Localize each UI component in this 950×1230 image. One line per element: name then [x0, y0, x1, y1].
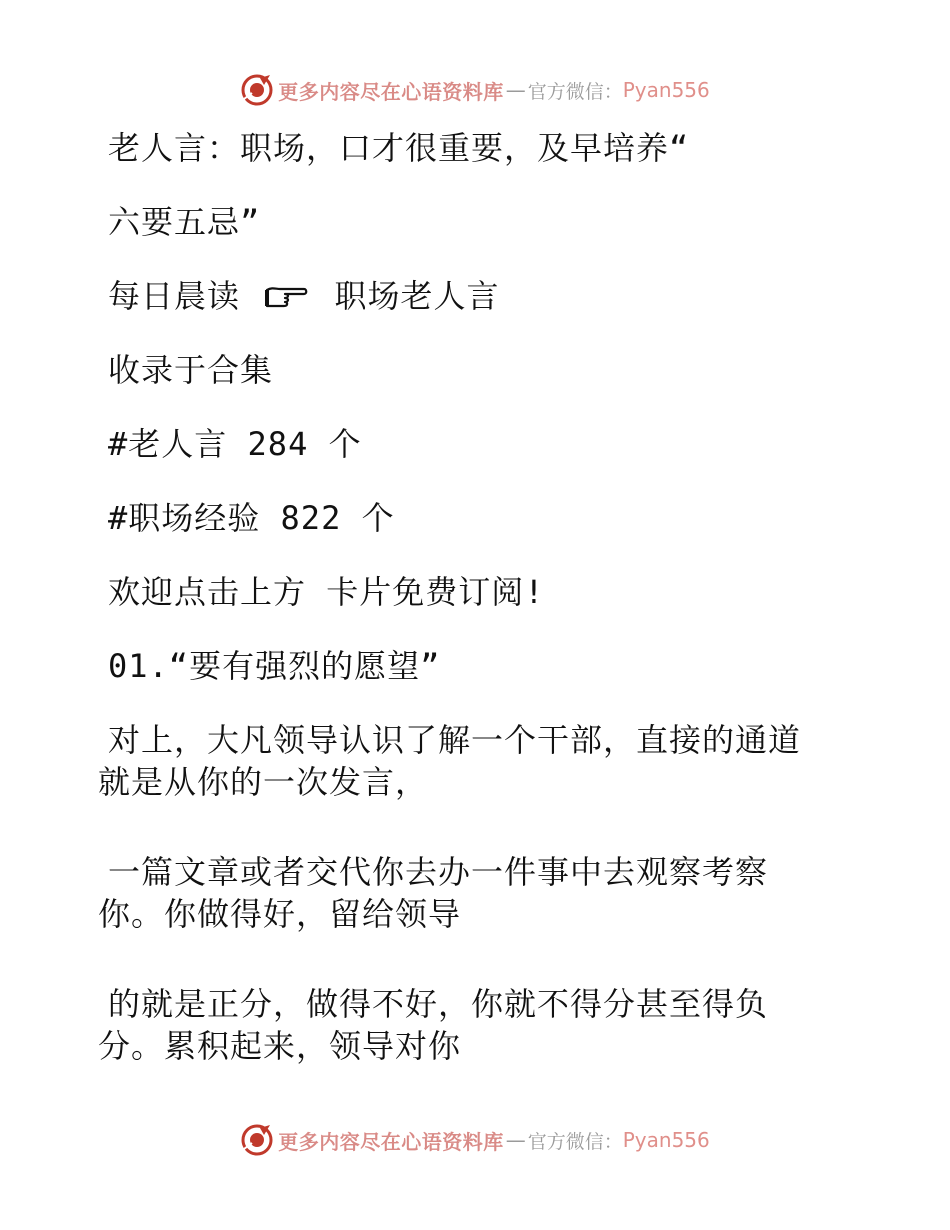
paragraph-line: 一篇文章或者交代你去办一件事中去观察考察	[108, 853, 769, 891]
logo-icon	[240, 1123, 274, 1157]
paragraph-line: 就是从你的一次发言，	[98, 763, 429, 801]
banner-wechat-id: Pyan556	[622, 78, 710, 102]
text-line-morning-reading	[108, 276, 500, 316]
pointing-hand-icon	[264, 284, 308, 310]
hashtag-career-experience: #职场经验 822 个	[108, 499, 395, 537]
text-line: 老人言：职场，口才很重要，及早培养“	[108, 129, 690, 167]
text-segment: 每日晨读	[108, 277, 241, 315]
banner-main-text: 更多内容尽在心语资料库	[278, 79, 504, 104]
text-line: 收录于合集	[108, 351, 274, 389]
banner-dash: —	[505, 78, 526, 102]
footer-banner	[0, 1120, 950, 1160]
banner-main-text: 更多内容尽在心语资料库	[278, 1129, 504, 1154]
logo-icon	[240, 73, 274, 107]
text-line: 六要五忌”	[108, 203, 261, 241]
paragraph-line: 分。累积起来，领导对你	[98, 1027, 462, 1065]
paragraph-line: 的就是正分，做得不好，你就不得分甚至得负	[108, 985, 769, 1023]
paragraph-line: 对上，大凡领导认识了解一个干部，直接的通道	[108, 721, 802, 759]
banner-wechat-id: Pyan556	[622, 1128, 710, 1152]
paragraph-line: 你。你做得好，留给领导	[98, 895, 462, 933]
banner-dash: —	[505, 1128, 526, 1152]
hashtag-laorenyan: #老人言 284 个	[108, 425, 362, 463]
section-heading: 01.“要有强烈的愿望”	[108, 647, 441, 685]
text-line: 欢迎点击上方 卡片免费订阅!	[108, 573, 545, 611]
header-banner	[0, 70, 950, 110]
banner-wechat-label: 官方微信：	[527, 1130, 623, 1153]
banner-wechat-label: 官方微信：	[527, 80, 623, 103]
text-segment: 职场老人言	[334, 277, 500, 315]
